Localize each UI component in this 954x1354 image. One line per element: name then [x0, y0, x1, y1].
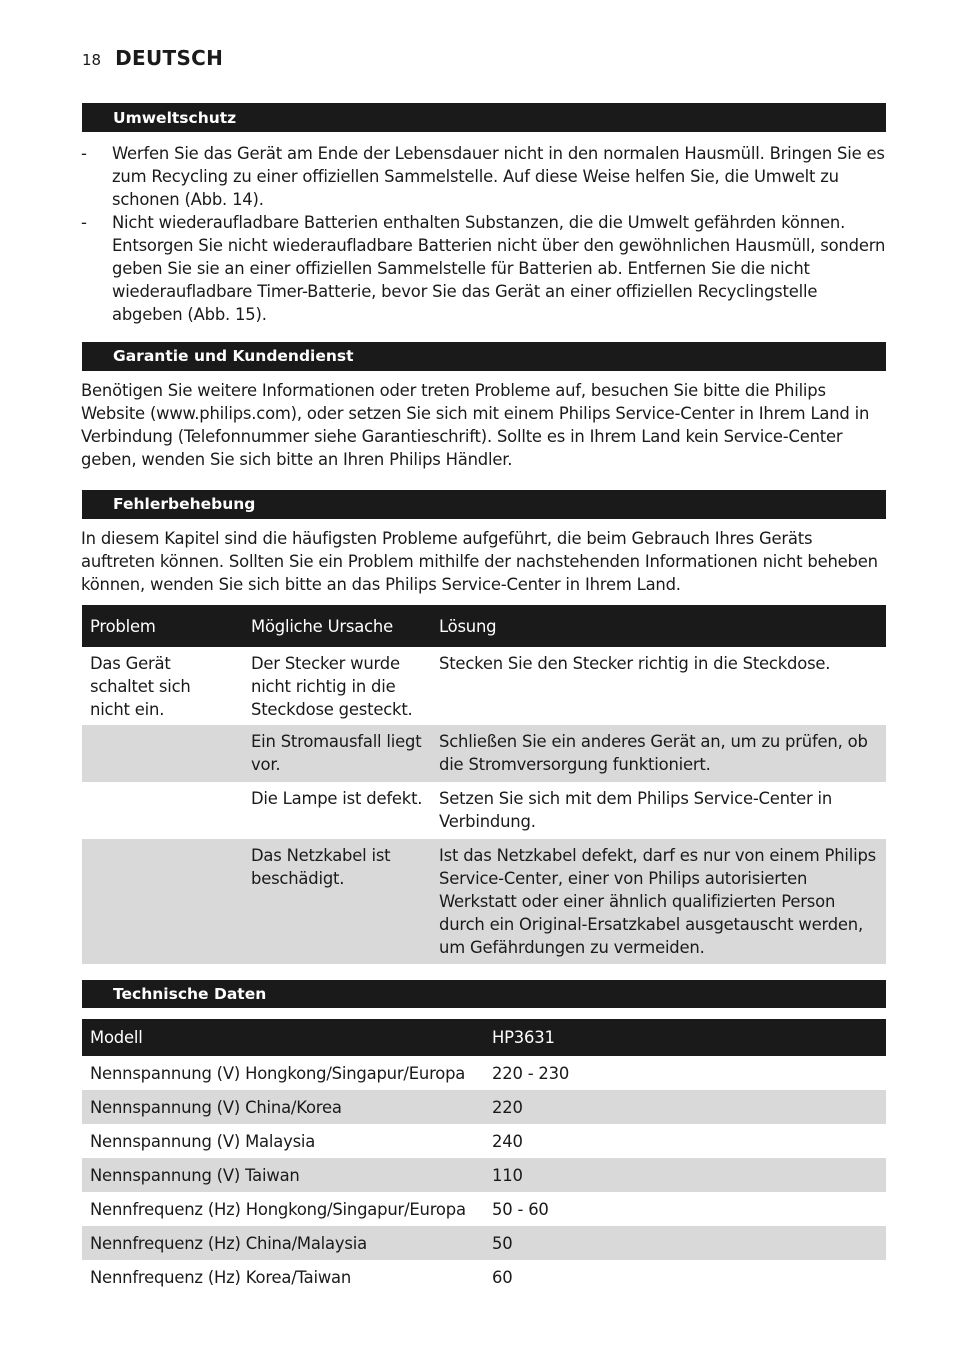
table-row [82, 725, 886, 782]
specs-table [82, 1019, 886, 1294]
table-header-row [82, 1019, 886, 1056]
solution-cell: Ist das Netzkabel defekt, darf es nur von einem Philips Service-Center, einer von Philips autorisierten Werkstatt oder einer ähnlich qualifizierten Person durch ein Original-Ersatzkabel ausgetauscht werden, um Gefährdungen zu vermeiden. [431, 839, 886, 964]
column-header-cause: Mögliche Ursache [243, 605, 431, 647]
table-row [82, 1226, 886, 1260]
section-title-troubleshooting: Fehlerbehebung [82, 490, 886, 519]
spec-label: Nennfrequenz (Hz) Hongkong/Singapur/Europa [90, 1199, 466, 1219]
problem-cell [82, 782, 243, 839]
cause-cell: Das Netzkabel ist beschädigt. [243, 839, 431, 964]
cause-cell: Ein Stromausfall liegt vor. [243, 725, 431, 782]
list-item-text: Nicht wiederaufladbare Batterien enthalten Substanzen, die die Umwelt gefährden können. Entsorgen Sie nicht wiederaufladbare Batterien nicht über den gewöhnlichen Hausmüll, sondern geben Sie sie an einer offiziellen Sammelstelle für Batterien ab. Entfernen Sie die nicht wiederaufladbare Timer-Batterie, bevor Sie das Gerät an einer offiziellen Recyclingstelle abgeben (Abb. 15). [112, 213, 886, 324]
spec-label: Nennspannung (V) Hongkong/Singapur/Europa [90, 1063, 466, 1083]
spec-value: 50 [484, 1226, 886, 1260]
spec-label: Nennfrequenz (Hz) Korea/Taiwan [90, 1267, 352, 1287]
problem-cell [82, 839, 243, 964]
spec-label: Nennspannung (V) Malaysia [90, 1131, 316, 1151]
table-header-row [82, 605, 886, 647]
column-header-problem: Problem [82, 605, 243, 647]
column-header-solution: Lösung [431, 605, 886, 647]
troubleshooting-text: In diesem Kapitel sind die häufigsten Probleme aufgeführt, die beim Gebrauch Ihres Geräts auftreten können. Sollten Sie ein Problem mithilfe der nachstehenden Informationen nicht beheben können, wenden Sie sich bitte an das Philips Service-Center in Ihrem Land. [81, 529, 878, 594]
table-row [82, 1056, 886, 1090]
table-row [82, 1192, 886, 1226]
spec-value: 220 [484, 1090, 886, 1124]
table-row [82, 1260, 886, 1294]
troubleshooting-table [82, 605, 886, 964]
table-row [82, 839, 886, 964]
list-item-text: Werfen Sie das Gerät am Ende der Lebensdauer nicht in den normalen Hausmüll. Bringen Sie es zum Recycling zu einer offiziellen Sammelstelle. Auf diese Weise helfen Sie, die Umwelt zu schonen (Abb. 14). [112, 144, 885, 209]
cause-cell: Der Stecker wurde nicht richtig in die Steckdose gesteckt. [251, 654, 413, 719]
spec-value: 220 - 230 [492, 1063, 570, 1083]
table-row [82, 1090, 886, 1124]
cause-cell: Die Lampe ist defekt. [251, 789, 423, 808]
table-row [82, 1124, 886, 1158]
column-header-model-value: HP3631 [484, 1019, 886, 1056]
list-item: - Nicht wiederaufladbare Batterien enthalten Substanzen, die die Umwelt gefährden können. Entsorgen Sie nicht wiederaufladbare Batterien nicht über den gewöhnlichen Hausmüll, sondern geben Sie sie an einer offiziellen Sammelstelle für Batterien ab. Entfernen Sie die nicht wiederaufladbare Timer-Batterie, bevor Sie das Gerät an einer offiziellen Recyclingstelle abgeben (Abb. 15). [81, 213, 886, 324]
page-language: DEUTSCH [115, 46, 224, 70]
spec-label: Nennfrequenz (Hz) China/Malaysia [82, 1226, 484, 1260]
spec-label: Nennspannung (V) Taiwan [82, 1158, 484, 1192]
column-header-model: Modell [82, 1019, 484, 1056]
section-title-environment: Umweltschutz [82, 103, 886, 132]
guarantee-text: Benötigen Sie weitere Informationen oder treten Probleme auf, besuchen Sie bitte die Philips Website (www.philips.com), oder setzen Sie sich mit einem Philips Service-Center in Ihrem Land in Verbindung (Telefonnummer siehe Garantieschrift). Sollte es in Ihrem Land kein Service-Center geben, wenden Sie sich bitte an Ihren Philips Händler. [81, 381, 870, 469]
spec-value: 110 [484, 1158, 886, 1192]
page-header [82, 46, 223, 70]
problem-cell: Das Gerät schaltet sich nicht ein. [90, 654, 191, 719]
table-row [82, 782, 886, 839]
solution-cell: Schließen Sie ein anderes Gerät an, um zu prüfen, ob die Stromversorgung funktioniert. [431, 725, 886, 782]
section-title-guarantee: Garantie und Kundendienst [82, 342, 886, 371]
spec-value: 50 - 60 [492, 1199, 549, 1219]
page-number: 18 [82, 51, 102, 69]
problem-cell [82, 725, 243, 782]
list-item: - Werfen Sie das Gerät am Ende der Lebensdauer nicht in den normalen Hausmüll. Bringen Sie es zum Recycling zu einer offiziellen Sammelstelle. Auf diese Weise helfen Sie, die Umwelt zu schonen (Abb. 14). [81, 144, 885, 209]
solution-cell: Setzen Sie sich mit dem Philips Service-Center in Verbindung. [439, 789, 833, 831]
solution-cell: Stecken Sie den Stecker richtig in die Steckdose. [439, 654, 831, 673]
spec-value: 240 [492, 1131, 523, 1151]
section-title-specs: Technische Daten [82, 980, 886, 1008]
environment-list [81, 142, 887, 326]
spec-value: 60 [492, 1267, 513, 1287]
table-row [82, 647, 886, 725]
table-row [82, 1158, 886, 1192]
spec-label: Nennspannung (V) China/Korea [82, 1090, 484, 1124]
